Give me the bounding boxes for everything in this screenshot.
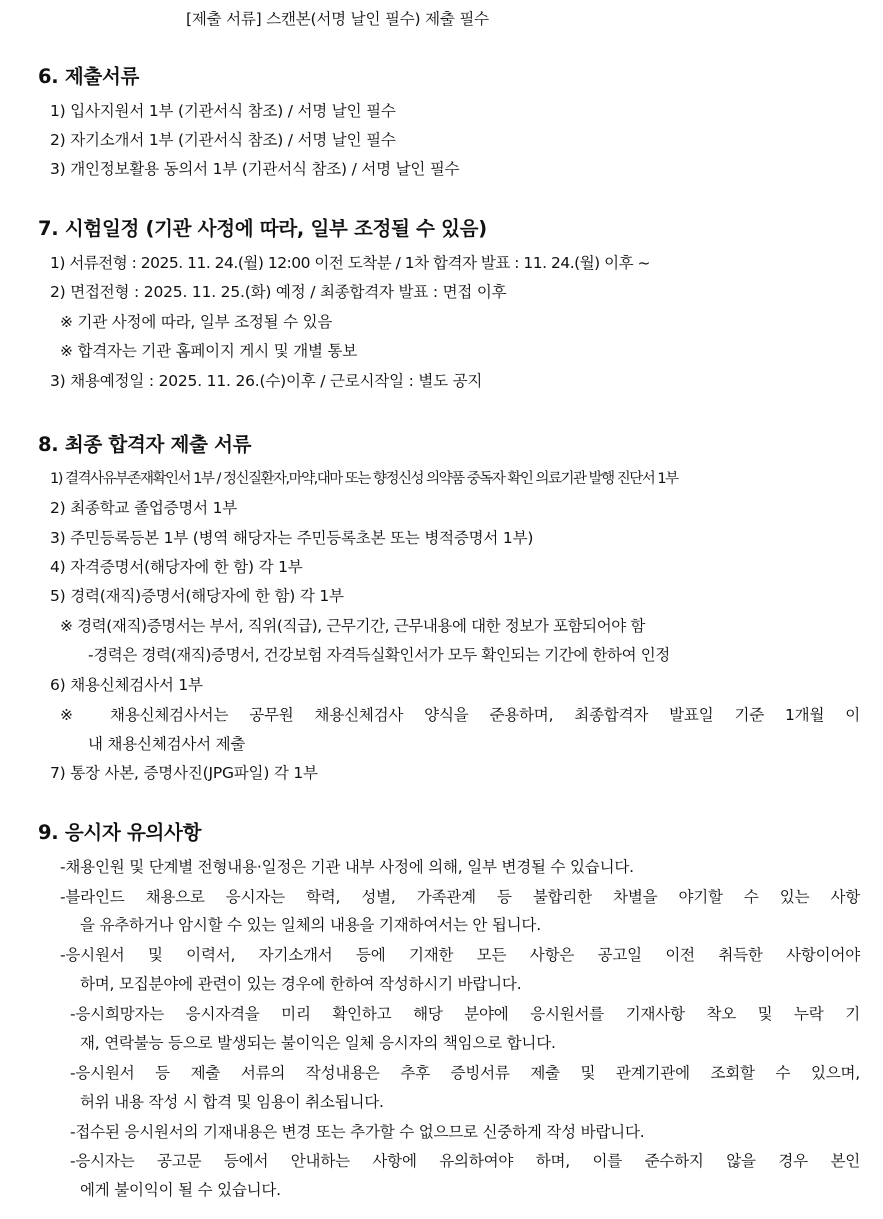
section-7-title: 7. 시험일정 (기관 사정에 따라, 일부 조정될 수 있음): [38, 217, 487, 240]
s9-item-2: -블라인드 채용으로 응시자는 학력, 성별, 가족관계 등 불합리한 차별을 야기할 수 있는 사항: [60, 888, 860, 906]
s6-item-3: 3) 개인정보활용 동의서 1부 (기관서식 참조) / 서명 날인 필수: [50, 160, 460, 178]
s8-note-3: ※ 채용신체검사서는 공무원 채용신체검사 양식을 준용하며, 최종합격자 발표일 기준 1개월 이: [60, 706, 860, 724]
s8-item-6: 6) 채용신체검사서 1부: [50, 676, 203, 694]
s7-item-2: 2) 면접전형 : 2025. 11. 25.(화) 예정 / 최종합격자 발표 : 면접 이후: [50, 283, 507, 301]
s9-item-7: -응시자는 공고문 등에서 안내하는 사항에 유의하여야 하며, 이를 준수하지 않을 경우 본인: [70, 1152, 860, 1170]
s6-item-1: 1) 입사지원서 1부 (기관서식 참조) / 서명 날인 필수: [50, 102, 396, 120]
s9-item-3-cont: 하며, 모집분야에 관련이 있는 경우에 한하여 작성하시기 바랍니다.: [80, 975, 522, 993]
s8-note-1: ※ 경력(재직)증명서는 부서, 직위(직급), 근무기간, 근무내용에 대한 정보가 포함되어야 함: [60, 617, 645, 635]
s9-item-6: -접수된 응시원서의 기재내용은 변경 또는 추가할 수 없으므로 신중하게 작성 바랍니다.: [70, 1123, 645, 1141]
s9-item-7-cont: 에게 불이익이 될 수 있습니다.: [80, 1181, 281, 1199]
s8-item-5: 5) 경력(재직)증명서(해당자에 한 함) 각 1부: [50, 587, 344, 605]
s8-note-2: -경력은 경력(재직)증명서, 건강보험 자격득실확인서가 모두 확인되는 기간에 한하여 인정: [88, 646, 670, 664]
s8-note-3-cont: 내 채용신체검사서 제출: [88, 735, 246, 753]
s8-item-2: 2) 최종학교 졸업증명서 1부: [50, 499, 238, 517]
s7-item-1: 1) 서류전형 : 2025. 11. 24.(월) 12:00 이전 도착분 / 1차 합격자 발표 : 11. 24.(월) 이후 ~: [50, 254, 651, 272]
s9-item-1: -채용인원 및 단계별 전형내용·일정은 기관 내부 사정에 의해, 일부 변경될 수 있습니다.: [60, 858, 634, 876]
section-9-title: 9. 응시자 유의사항: [38, 821, 202, 844]
s7-note-1: ※ 기관 사정에 따라, 일부 조정될 수 있음: [60, 313, 333, 331]
s9-item-4: -응시희망자는 응시자격을 미리 확인하고 해당 분야에 응시원서를 기재사항 착오 및 누락 기: [70, 1005, 860, 1023]
s8-item-3: 3) 주민등록등본 1부 (병역 해당자는 주민등록초본 또는 병적증명서 1부): [50, 529, 534, 547]
section-8-title: 8. 최종 합격자 제출 서류: [38, 433, 252, 456]
s9-item-2-cont: 을 유추하거나 암시할 수 있는 일체의 내용을 기재하여서는 안 됩니다.: [80, 916, 541, 934]
s7-item-3: 3) 채용예정일 : 2025. 11. 26.(수)이후 / 근로시작일 : 별도 공지: [50, 372, 483, 390]
s8-item-1: 1) 결격사유부존재확인서 1부 / 정신질환자,마약,대마 또는 향정신성 의약품 중독자 확인 의료기관 발행 진단서 1부: [50, 471, 678, 487]
section-6-title: 6. 제출서류: [38, 65, 140, 88]
s6-item-2: 2) 자기소개서 1부 (기관서식 참조) / 서명 날인 필수: [50, 131, 396, 149]
s9-item-3: -응시원서 및 이력서, 자기소개서 등에 기재한 모든 사항은 공고일 이전 취득한 사항이어야: [60, 946, 860, 964]
top-note: [제출 서류] 스캔본(서명 날인 필수) 제출 필수: [186, 10, 489, 28]
s9-item-5-cont: 허위 내용 작성 시 합격 및 임용이 취소됩니다.: [80, 1093, 384, 1111]
s7-note-2: ※ 합격자는 기관 홈페이지 게시 및 개별 통보: [60, 342, 358, 360]
s8-item-4: 4) 자격증명서(해당자에 한 함) 각 1부: [50, 558, 303, 576]
s9-item-5: -응시원서 등 제출 서류의 작성내용은 추후 증빙서류 제출 및 관계기관에 조회할 수 있으며,: [70, 1064, 860, 1082]
s9-item-4-cont: 재, 연락불능 등으로 발생되는 불이익은 일체 응시자의 책임으로 합니다.: [80, 1034, 556, 1052]
s8-item-7: 7) 통장 사본, 증명사진(JPG파일) 각 1부: [50, 764, 318, 782]
